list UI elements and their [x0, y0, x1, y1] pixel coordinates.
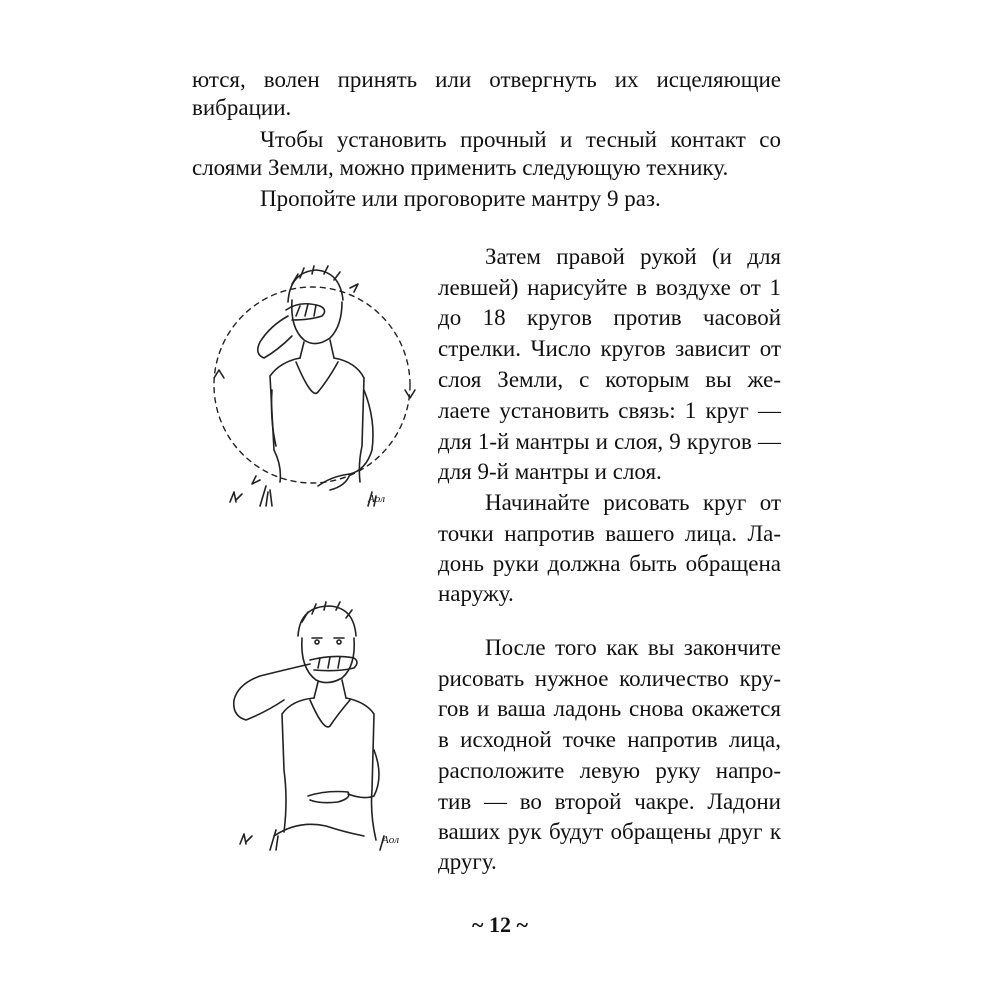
artist-signature: Aoл: [382, 834, 400, 846]
text-line: вибрации.: [192, 95, 292, 120]
text-line: для 1-й мантры и слоя, 9 кругов —: [438, 429, 781, 454]
artist-signature: Aoл: [368, 493, 386, 505]
illustration-drawing-circle: [200, 250, 430, 520]
text-line: ваших рук будут обращены друг к: [438, 819, 781, 844]
text-line: расположите левую руку напро-: [438, 758, 781, 783]
text-line: слоя Земли, с которым вы же-: [438, 367, 781, 392]
text-line: Чтобы установить прочный и тесный контакт со: [260, 127, 781, 152]
text-line: Начинайте рисовать круг от: [485, 490, 781, 515]
text-line: гов и ваша ладонь снова окажется: [438, 696, 781, 721]
text-line: до 18 кругов против часовой: [438, 305, 781, 330]
illustration-hands-facing: [214, 600, 424, 860]
page-number: ~ 12 ~: [472, 912, 528, 937]
text-line: левшей) нарисуйте в воздухе от 1: [438, 275, 781, 300]
text-line: точки напротив вашего лица. Ла-: [438, 521, 781, 546]
text-line: для 9-й мантры и слоя.: [438, 459, 662, 484]
text-line: После того как вы закончите: [485, 635, 781, 660]
text-line: лаете установить связь: 1 круг —: [438, 398, 781, 423]
text-line: другу.: [438, 849, 497, 874]
text-line: донь руки должна быть обращена: [438, 551, 781, 576]
text-line: наружу.: [438, 581, 514, 606]
text-line: тив — во второй чакре. Ладони: [438, 789, 781, 814]
text-line: Пропойте или проговорите мантру 9 раз.: [260, 186, 661, 211]
text-line: слоями Земли, можно применить следующую технику.: [192, 155, 729, 180]
text-line: стрелки. Число кругов зависит от: [438, 336, 781, 361]
text-line: рисовать нужное количество кру-: [438, 666, 781, 691]
text-line: в исходной точке напротив лица,: [438, 727, 781, 752]
text-line: ются, волен принять или отвергнуть их исцеляющие: [192, 67, 781, 92]
text-line: Затем правой рукой (и для: [485, 244, 781, 269]
